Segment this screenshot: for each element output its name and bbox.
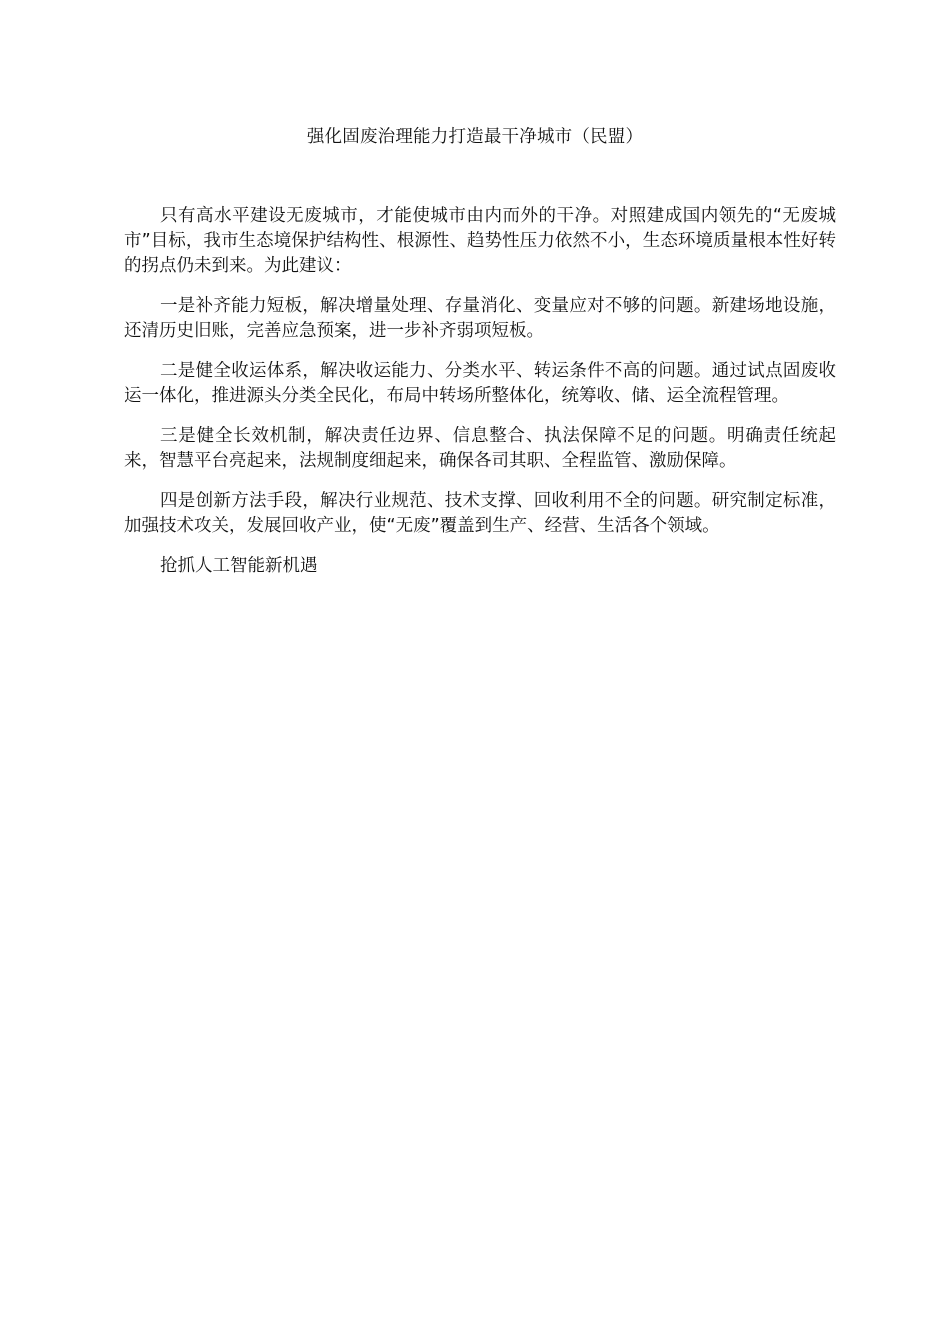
paragraph-point-three: 三是健全长效机制，解决责任边界、信息整合、执法保障不足的问题。明确责任统起来，智慧平台亮起来，法规制度细起来，确保各司其职、全程监管、激励保障。 bbox=[124, 426, 836, 471]
paragraph-next-heading: 抢抓人工智能新机遇 bbox=[160, 556, 318, 576]
paragraph-intro: 只有高水平建设无废城市，才能使城市由内而外的干净。对照建成国内领先的“无废城市”目标，我市生态境保护结构性、根源性、趋势性压力依然不小，生态环境质量根本性好转的拐点仍未到来。为此建议： bbox=[124, 206, 836, 276]
paragraph-point-four: 四是创新方法手段，解决行业规范、技术支撑、回收利用不全的问题。研究制定标准，加强技术攻关，发展回收产业，使“无废”覆盖到生产、经营、生活各个领域。 bbox=[124, 491, 836, 536]
paragraph-point-two: 二是健全收运体系，解决收运能力、分类水平、转运条件不高的问题。通过试点固废收运一体化，推进源头分类全民化，布局中转场所整体化，统筹收、储、运全流程管理。 bbox=[124, 361, 836, 406]
document-title: 强化固废治理能力打造最干净城市（民盟） bbox=[306, 127, 644, 147]
document-body bbox=[124, 204, 836, 594]
paragraph-point-one: 一是补齐能力短板，解决增量处理、存量消化、变量应对不够的问题。新建场地设施，还清历史旧账，完善应急预案，进一步补齐弱项短板。 bbox=[124, 296, 836, 341]
